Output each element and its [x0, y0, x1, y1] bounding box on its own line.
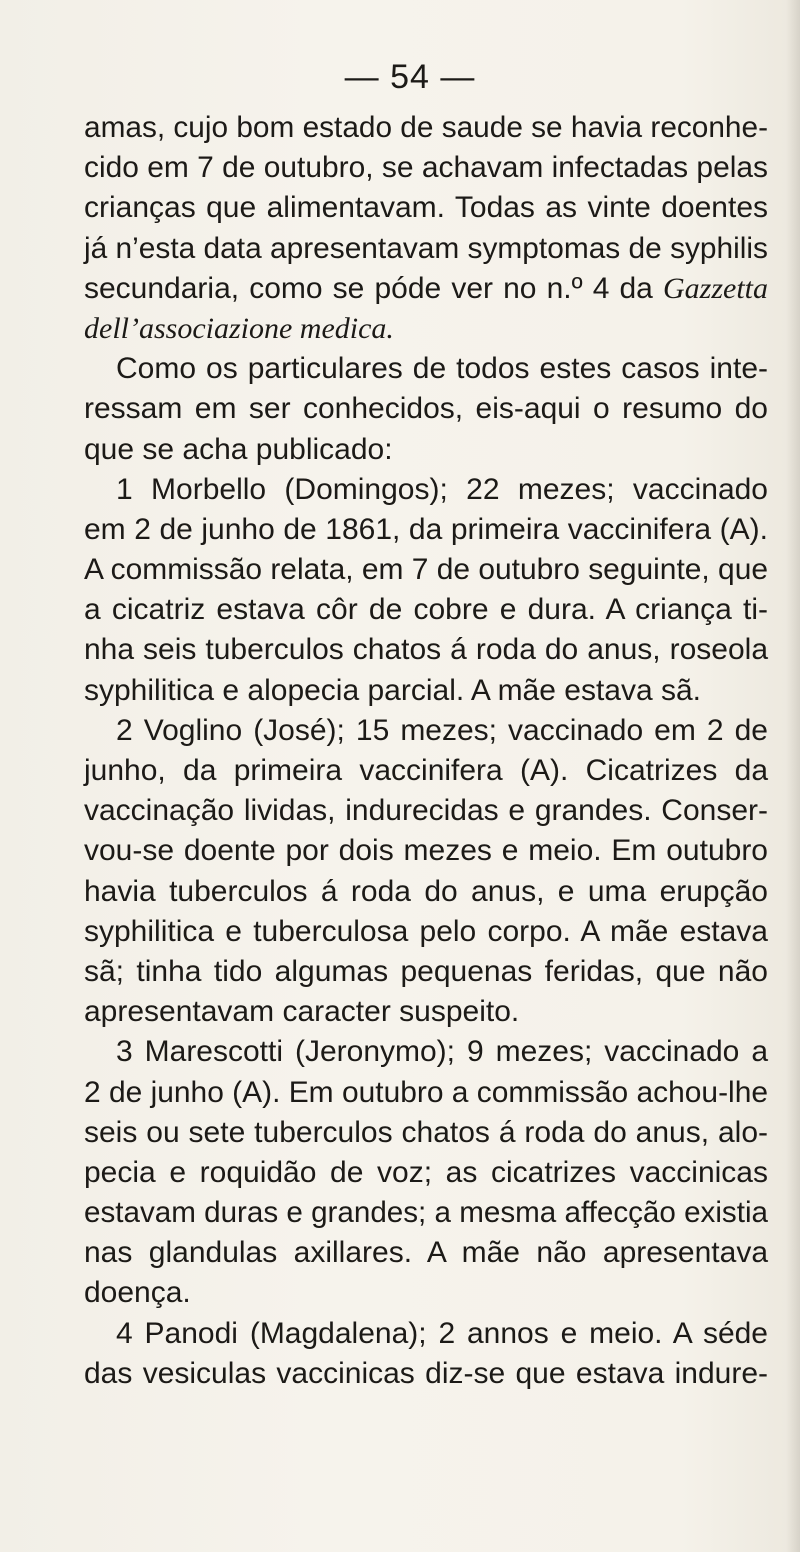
text-line-content: seis ou sete tuberculos chatos á roda do anus, alo-	[84, 1115, 768, 1149]
text-line-content: vaccinação lividas, indurecidas e grandes. Conser-	[84, 794, 768, 828]
text-line	[84, 470, 768, 510]
text-line-content: doença.	[84, 1276, 191, 1310]
text-line	[84, 108, 768, 148]
text-line	[84, 791, 768, 831]
text-line	[84, 912, 768, 952]
text-line	[84, 389, 768, 429]
text-line	[84, 550, 768, 590]
text-line	[84, 1233, 768, 1273]
text-line	[84, 872, 768, 912]
text-line	[84, 711, 768, 751]
text-line	[84, 1032, 768, 1072]
text-line-content: ressam em ser conhecidos, eis-aqui o resumo do	[84, 392, 768, 426]
text-line-content: vou-se doente por dois mezes e meio. Em outubro	[84, 834, 768, 868]
page-number: — 54 —	[344, 58, 476, 96]
text-line-content: junho, da primeira vaccinifera (A). Cicatrizes da	[84, 754, 768, 787]
italic-journal-title: Gazzetta	[663, 271, 768, 305]
text-line	[84, 309, 768, 349]
text-line	[84, 430, 768, 470]
body-text	[84, 108, 768, 1394]
text-line-content: crianças que alimentavam. Todas as vinte doentes	[84, 191, 768, 225]
text-line-content: 2 de junho (A). Em outubro a commissão achou-lhe	[84, 1075, 768, 1109]
text-line	[84, 590, 768, 630]
text-line	[84, 269, 768, 309]
text-line	[84, 188, 768, 228]
text-line-content: 4 Panodi (Magdalena); 2 annos e meio. A séde	[116, 1316, 768, 1350]
text-line-content: que se acha publicado:	[84, 432, 393, 466]
text-line-content: 3 Marescotti (Jeronymo); 9 mezes; vaccinado a	[116, 1035, 768, 1069]
page-edge-shadow	[786, 0, 800, 1552]
text-line-content: nas glandulas axillares. A mãe não apresentava	[84, 1236, 768, 1270]
text-line	[84, 992, 768, 1032]
text-line-content: das vesiculas vaccinicas diz-se que estava indure-	[84, 1356, 768, 1390]
text-line-content: pecia e roquidão de voz; as cicatrizes vaccinicas	[84, 1155, 768, 1189]
text-line-content: syphilitica e alopecia parcial. A mãe estava sã.	[84, 673, 702, 707]
text-line-content: havia tuberculos á roda do anus, e uma erupção	[84, 874, 768, 908]
text-line-content: já n’esta data apresentavam symptomas de syphilis	[84, 231, 768, 265]
text-line-content: syphilitica e tuberculosa pelo corpo. A mãe estava	[84, 914, 768, 948]
text-line	[84, 349, 768, 389]
text-line	[84, 1153, 768, 1193]
text-line-content: 1 Morbello (Domingos); 22 mezes; vaccinado	[116, 472, 768, 506]
text-line	[84, 1073, 768, 1113]
text-line	[84, 671, 768, 711]
text-line-content: cido em 7 de outubro, se achavam infectadas pelas	[84, 151, 768, 185]
text-line	[84, 1314, 768, 1354]
text-line	[84, 952, 768, 992]
text-line-content: A commissão relata, em 7 de outubro seguinte, que	[84, 553, 768, 587]
text-line-content: sã; tinha tido algumas pequenas feridas, que não	[84, 954, 768, 988]
text-line	[84, 1193, 768, 1233]
text-line	[84, 1354, 768, 1394]
text-line	[84, 1273, 768, 1313]
text-line	[84, 510, 768, 550]
text-line-content: estavam duras e grandes; a mesma affecção existia	[84, 1196, 768, 1230]
italic-journal-title: dell’associazione medica.	[84, 311, 394, 345]
text-line-content: a cicatriz estava côr de cobre e dura. A criança ti-	[84, 593, 768, 627]
text-line-content: em 2 de junho de 1861, da primeira vaccinifera (A).	[84, 512, 768, 546]
text-line-content: secundaria, como se póde ver no n.º 4 da	[84, 271, 653, 305]
text-line	[84, 831, 768, 871]
text-line	[84, 229, 768, 269]
text-line	[84, 1113, 768, 1153]
text-line	[84, 630, 768, 670]
text-line	[84, 148, 768, 188]
text-line	[84, 751, 768, 791]
text-line-content: apresentavam caracter suspeito.	[84, 995, 520, 1029]
text-line-content: 2 Voglino (José); 15 mezes; vaccinado em 2 de	[116, 713, 768, 747]
text-line-content: amas, cujo bom estado de saude se havia reconhe-	[84, 111, 768, 144]
text-line-content: Como os particulares de todos estes casos inte-	[116, 352, 768, 386]
text-line-content: nha seis tuberculos chatos á roda do anus, roseola	[84, 633, 768, 667]
